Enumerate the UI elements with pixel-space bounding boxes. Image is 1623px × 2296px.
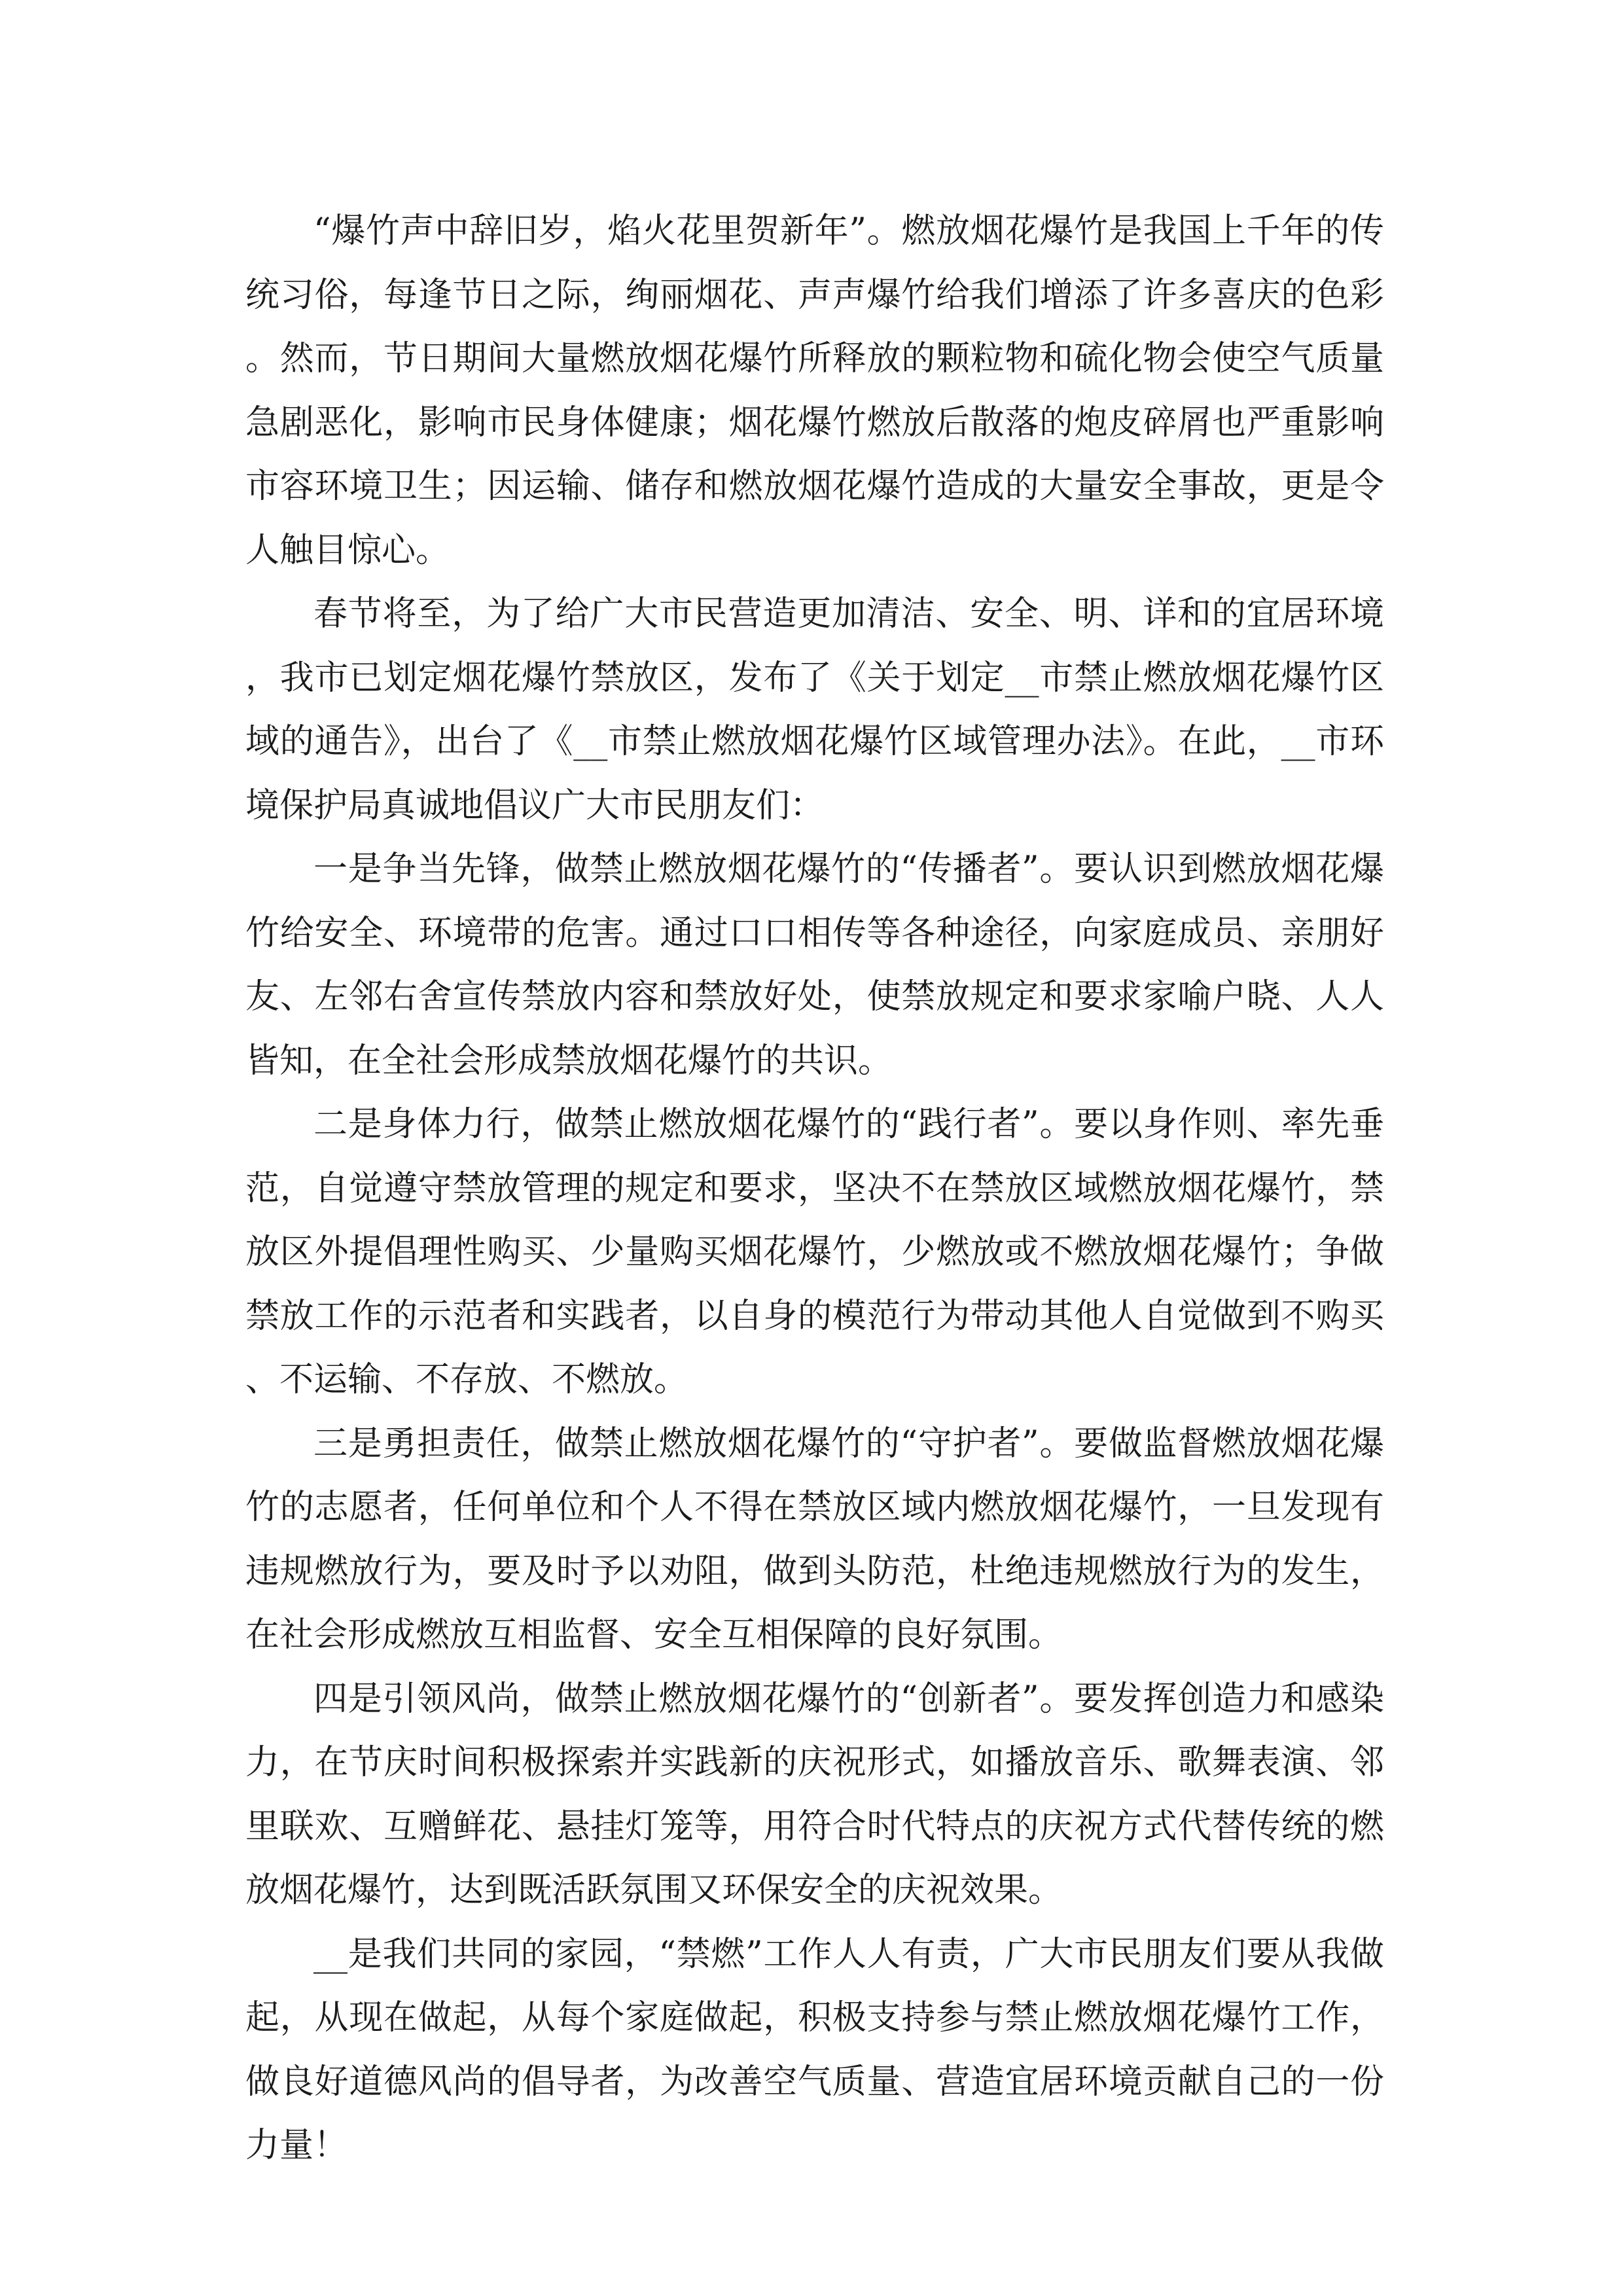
paragraph-intro: “爆竹声中辞旧岁，焰火花里贺新年”。燃放烟花爆竹是我国上千年的传统习俗，每逢节日之际，绚丽烟花、声声爆竹给我们增添了许多喜庆的色彩。然而，节日期间大量燃放烟花爆竹所释放的颗粒物和硫化物会使空气质量急剧恶化，影响市民身体健康；烟花爆竹燃放后散落的炮皮碎屑也严重影响市容环境卫生；因运输、储存和燃放烟花爆竹造成的大量安全事故，更是令人触目惊心。 xyxy=(245,211,1384,570)
document-body xyxy=(245,200,1384,2178)
paragraph-initiative: 春节将至，为了给广大市民营造更加清洁、安全、明、详和的宜居环境，我市已划定烟花爆竹禁放区，发布了《关于划定__市禁止燃放烟花爆竹区域的通告》，出台了《__市禁止燃放烟花爆竹区域管理办法》。在此，__市环境保护局真诚地倡议广大市民朋友们： xyxy=(245,594,1384,825)
paragraph-point-4: 四是引领风尚，做禁止燃放烟花爆竹的“创新者”。要发挥创造力和感染力，在节庆时间积极探索并实践新的庆祝形式，如播放音乐、歌舞表演、邻里联欢、互赠鲜花、悬挂灯笼等，用符合时代特点的庆祝方式代替传统的燃放烟花爆竹，达到既活跃氛围又环保安全的庆祝效果。 xyxy=(245,1679,1384,1910)
paragraph-conclusion: __是我们共同的家园，“禁燃”工作人人有责，广大市民朋友们要从我做起，从现在做起，从每个家庭做起，积极支持参与禁止燃放烟花爆竹工作，做良好道德风尚的倡导者，为改善空气质量、营造宜居环境贡献自己的一份力量！ xyxy=(245,1934,1384,2165)
paragraph-point-2: 二是身体力行，做禁止燃放烟花爆竹的“践行者”。要以身作则、率先垂范，自觉遵守禁放管理的规定和要求，坚决不在禁放区域燃放烟花爆竹，禁放区外提倡理性购买、少量购买烟花爆竹，少燃放或不燃放烟花爆竹；争做禁放工作的示范者和实践者，以自身的模范行为带动其他人自觉做到不购买、不运输、不存放、不燃放。 xyxy=(245,1105,1384,1399)
paragraph-point-1: 一是争当先锋，做禁止燃放烟花爆竹的“传播者”。要认识到燃放烟花爆竹给安全、环境带的危害。通过口口相传等各种途径，向家庭成员、亲朋好友、左邻右舍宣传禁放内容和禁放好处，使禁放规定和要求家喻户晓、人人皆知，在全社会形成禁放烟花爆竹的共识。 xyxy=(245,850,1384,1081)
paragraph-point-3: 三是勇担责任，做禁止燃放烟花爆竹的“守护者”。要做监督燃放烟花爆竹的志愿者，任何单位和个人不得在禁放区域内燃放烟花爆竹，一旦发现有违规燃放行为，要及时予以劝阻，做到头防范，杜绝违规燃放行为的发生，在社会形成燃放互相监督、安全互相保障的良好氛围。 xyxy=(245,1424,1384,1655)
